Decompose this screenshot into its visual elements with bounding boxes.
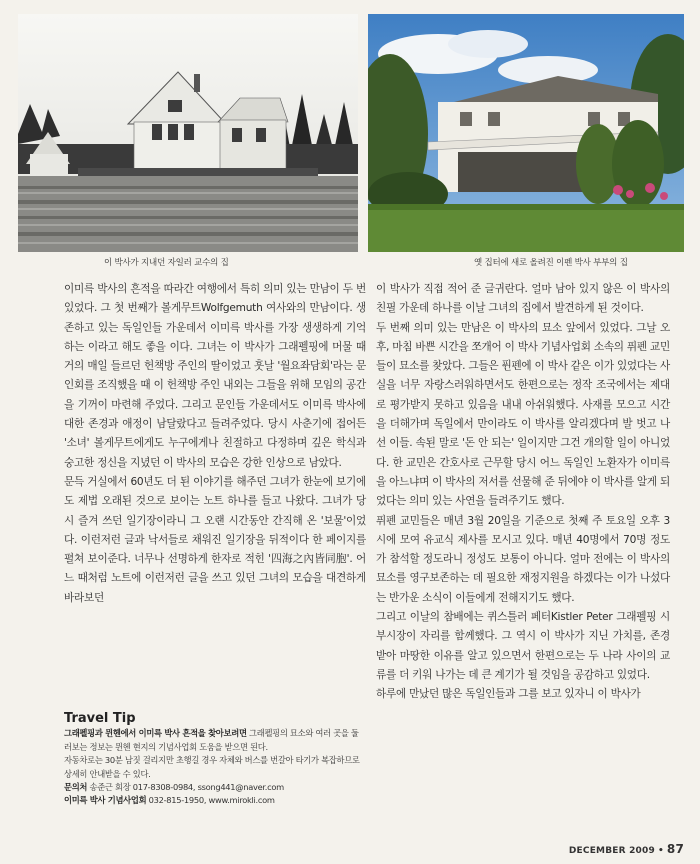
paragraph: 이 박사가 직접 적어 준 글귀란다. 얼마 남아 있지 않은 이 박사의 친필 가운데 하나를 이날 그녀의 집에서 발견하게 된 것이다.: [376, 283, 670, 315]
travel-tip-box: [64, 712, 366, 808]
contact-info: 송준근 회장 017-8308-0984, ssong441@naver.com: [87, 782, 284, 793]
paragraph: 하루에 만났던 많은 독일인들과 그를 보고 있자니 이 박사가: [376, 688, 641, 701]
travel-tip-lead: 그래펠핑과 뮌헨에서 이미륵 박사 흔적을 찾아보려면: [64, 728, 247, 739]
page-number: 87: [666, 842, 684, 856]
travel-tip-title: Travel Tip: [64, 711, 136, 726]
travel-tip-transport: 자동차로는 30분 남짓 걸리지만 초행길 경우 자체와 버스를 번갈아 타기가 복잡하므로 상세히 안내받을 수 있다.: [64, 755, 360, 779]
photo-caption-right: 옛 집터에 새로 올려진 이펜 박사 부부의 집: [474, 258, 628, 268]
org-info: 032-815-1950, www.mirokli.com: [146, 795, 275, 806]
article-column-right: [376, 280, 670, 705]
paragraph: 그리고 이날의 참배에는 퀴스틀러 페터Kistler Peter 그래펠핑 시부시장이 자리를 함께했다. 그 역시 이 박사가 지닌 가치를, 존경 받아 마땅한 이유를 알고 있으면서 한편으로는 두 나라 사이의 교류를 더 키워 나가는 데 큰 계기가 될 것임을 공감하고 있었다.: [376, 611, 670, 681]
house-photo-right: [368, 14, 684, 252]
issue-date: DECEMBER 2009: [568, 846, 655, 856]
photo-caption-left: 이 박사가 지내던 자일러 교수의 집: [104, 258, 229, 268]
paragraph: 이미륵 박사의 흔적을 따라간 여행에서 특히 의미 있는 만남이 두 번 있었다. 그 첫 번째가 볼게무트Wolfgemuth 여사와의 만남이다. 생존하고 있는 독일인들 가운데서 이미륵 박사를 가장 생생하게 기억하는 이라고 해도 좋을 이다. 그녀는 이 박사가 그래펠핑에 머물 때 거의 매일 들르던 헌책방 주인의 딸이었고 훗날 '월요좌담회'라는 문인회를 조직했을 때 이 헌책방 주인 내외는 그들을 위해 모임의 공간을 기꺼이 마련해 주었다. 그리고 문인들 가운데서도 이미륵 박사에 대한 존경과 애정이 남달랐다고 들려주었다. 당시 사춘기에 접어든 '소녀' 볼게무트에게도 누구에게나 친절하고 다정하며 깊은 학식과 숭고한 정신을 지녔던 이 박사의 모습은 강한 인상으로 남았다.: [64, 283, 366, 469]
bullet-icon: •: [657, 846, 664, 856]
contact-label: 문의처: [64, 782, 88, 793]
paragraph: 문득 거실에서 60년도 더 된 이야기를 해주던 그녀가 한눈에 보기에도 제법 오래된 것으로 보이는 노트 하나를 들고 나왔다. 그녀가 당시 즐겨 쓰던 일기장이라니 그 오랜 시간동안 간직해 온 '보물'이었다. 이런저런 글과 낙서들로 채워진 일기장을 뒤적이다 한 페이지를 펼쳐 보이준다. 너무나 선명하게 한자로 적힌 '四海之內皆同胞'. 어느 때처럼 노트에 이런저런 글을 쓰고 있던 그녀의 모습을 대견하게 바라보던: [64, 475, 366, 604]
travel-tip-intro: [64, 727, 366, 754]
page-footer: [569, 842, 684, 856]
travel-tip-body: 그래펠핑의 묘소와 여러 곳을 둘러보는 정보는 뮌헨 현지의 기념사업회 도움을 받으면 된다.: [64, 728, 359, 752]
article-column-left: [64, 280, 366, 608]
paragraph: 퓌펜 교민들은 매년 3월 20일을 기준으로 첫째 주 토요일 오후 3시에 모여 유교식 제사를 모시고 있다. 매년 40명에서 70명 정도가 참석할 정도라니 정성도 보통이 아니다. 얼마 전에는 이 박사의 묘소를 영구보존하는 데 필요한 재정지원을 하겠다는 이가 나섰다는 반가운 소식이 이들에게 전해지기도 했다.: [376, 514, 670, 604]
travel-tip-org: [64, 794, 366, 807]
travel-tip-contact: [64, 781, 366, 794]
paragraph: 두 번째 의미 있는 만남은 이 박사의 묘소 앞에서 있었다. 그날 오후, 마침 바쁜 시간을 쪼개어 이 박사 기념사업회 소속의 퓌펜 교민들이 묘소를 찾았다. 그들은 퓐펜에 이 박사 같은 이가 있었다는 사실을 너무 자랑스러워하면서도 한편으로는 정작 조국에서는 제대로 평가받지 못하고 있음을 내내 아쉬워했다. 사재를 모으고 시간을 더해가며 독일에서 만이라도 이 박사를 알리겠다며 발 벗고 나선 이들. 속된 말로 '돈 안 되는' 일이지만 그건 개의할 일이 아니었다. 한 교민은 간호사로 근무할 당시 어느 독일인 노환자가 이미륵을 아느냐며 이 박사의 저서를 선물해 준 뒤에야 이 박사를 알게 되었다는 의미 있는 사연을 들려주기도 했다.: [376, 321, 670, 508]
house-photo-left: [18, 14, 358, 252]
org-label: 이미륵 박사 기념사업회: [64, 795, 147, 806]
